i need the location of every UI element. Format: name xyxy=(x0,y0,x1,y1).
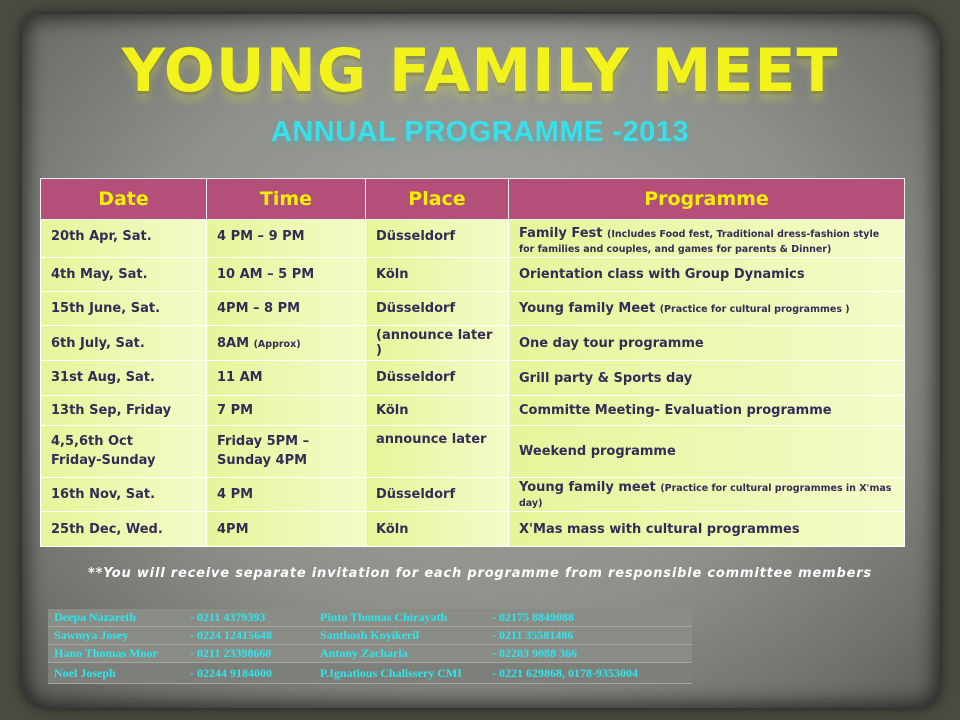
page-title: YOUNG FAMILY MEET xyxy=(121,36,839,106)
date-line-1: 4,5,6th Oct xyxy=(51,434,133,449)
programme-title: Family Fest xyxy=(519,226,603,241)
cell-date: 4th May, Sat. xyxy=(41,258,207,292)
cell-time: 10 AM – 5 PM xyxy=(207,258,366,292)
page-subtitle: ANNUAL PROGRAMME -2013 xyxy=(270,116,690,148)
cell-date: 20th Apr, Sat. xyxy=(41,220,207,258)
contact-phone: - 02175 8849088 xyxy=(486,609,692,627)
cell-programme xyxy=(509,478,905,512)
programme-title: Young family Meet xyxy=(519,301,656,316)
table-row xyxy=(41,478,905,512)
cell-place: (announce later ) xyxy=(366,326,509,361)
table-header-row xyxy=(41,179,905,220)
cell-programme: X'Mas mass with cultural programmes xyxy=(509,512,905,547)
programme-note: (Practice for cultural programmes ) xyxy=(659,304,850,315)
table-row xyxy=(41,396,905,426)
cell-time: 4PM – 8 PM xyxy=(207,292,366,326)
column-header-programme: Programme xyxy=(509,179,905,220)
cell-time xyxy=(207,426,366,478)
cell-time: 11 AM xyxy=(207,361,366,396)
contact-phone: - 02244 9184000 xyxy=(184,663,314,684)
contact-name: Noel Joseph xyxy=(48,663,184,684)
cell-programme: Committe Meeting- Evaluation programme xyxy=(509,396,905,426)
cell-place: Düsseldorf xyxy=(366,361,509,396)
cell-time: 7 PM xyxy=(207,396,366,426)
cell-programme xyxy=(509,220,905,258)
cell-date xyxy=(41,426,207,478)
cell-time xyxy=(207,326,366,361)
table-row xyxy=(41,220,905,258)
contact-row xyxy=(48,627,692,645)
cell-date: 15th June, Sat. xyxy=(41,292,207,326)
cell-programme: One day tour programme xyxy=(509,326,905,361)
programme-title: Young family meet xyxy=(519,479,656,495)
contact-name: Antony Zacharia xyxy=(314,645,486,663)
cell-place: announce later xyxy=(366,426,509,478)
invitation-note: **You will receive separate invitation for each programme from responsible committee members xyxy=(88,566,872,581)
cell-date: 6th July, Sat. xyxy=(41,326,207,361)
cell-place: Düsseldorf xyxy=(366,478,509,512)
contact-name: Pinto Thomas Chirayath xyxy=(314,609,486,627)
cell-programme: Grill party & Sports day xyxy=(509,361,905,396)
column-header-place: Place xyxy=(366,179,509,220)
contact-phone: - 02203 9088 366 xyxy=(486,645,692,663)
time-note: (Approx) xyxy=(253,338,301,350)
cell-date: 13th Sep, Friday xyxy=(41,396,207,426)
cell-place: Düsseldorf xyxy=(366,220,509,258)
contact-name: Deepa Nazareth xyxy=(48,609,184,627)
time-line-1: Friday 5PM – xyxy=(217,434,310,449)
contact-phone: - 0211 35581486 xyxy=(486,627,692,645)
cell-time: 4PM xyxy=(207,512,366,547)
contact-phone: - 0211 23398660 xyxy=(184,645,314,663)
programme-note: (Practice for cultural programmes in X'mas day) xyxy=(519,482,892,509)
programme-table xyxy=(40,178,905,547)
cell-time: 4 PM xyxy=(207,478,366,512)
cell-programme: Orientation class with Group Dynamics xyxy=(509,258,905,292)
contact-row xyxy=(48,645,692,663)
contact-row xyxy=(48,609,692,627)
contact-phone: - 0221 629868, 0178-9353004 xyxy=(486,663,692,684)
column-header-time: Time xyxy=(207,179,366,220)
table-row xyxy=(41,361,905,396)
cell-place: Köln xyxy=(366,512,509,547)
table-row xyxy=(41,426,905,478)
cell-place: Köln xyxy=(366,396,509,426)
table-row xyxy=(41,292,905,326)
column-header-date: Date xyxy=(41,179,207,220)
cell-time: 4 PM – 9 PM xyxy=(207,220,366,258)
table-row xyxy=(41,258,905,292)
contact-name: Santhosh Koyikeril xyxy=(314,627,486,645)
date-line-2: Friday-Sunday xyxy=(51,453,156,468)
cell-date: 25th Dec, Wed. xyxy=(41,512,207,547)
contact-phone: - 0224 12415648 xyxy=(184,627,314,645)
cell-date: 16th Nov, Sat. xyxy=(41,478,207,512)
cell-date: 31st Aug, Sat. xyxy=(41,361,207,396)
time-line-2: Sunday 4PM xyxy=(217,453,308,468)
contact-row xyxy=(48,663,692,684)
cell-programme xyxy=(509,292,905,326)
contact-name: Hano Thomas Moor xyxy=(48,645,184,663)
cell-place: Köln xyxy=(366,258,509,292)
cell-programme: Weekend programme xyxy=(509,426,905,478)
contact-name: P.Ignatious Chalissery CMI xyxy=(314,663,486,684)
time-value: 8AM xyxy=(217,335,250,351)
table-row xyxy=(41,512,905,547)
table-row xyxy=(41,326,905,361)
programme-note: (Includes Food fest, Traditional dress-fashion style for families and couples, and games for parents & Dinner) xyxy=(519,229,880,255)
contact-phone: - 0211 4379393 xyxy=(184,609,314,627)
contact-name: Sawmya Josey xyxy=(48,627,184,645)
contacts-table xyxy=(48,609,692,684)
cell-place: Düsseldorf xyxy=(366,292,509,326)
